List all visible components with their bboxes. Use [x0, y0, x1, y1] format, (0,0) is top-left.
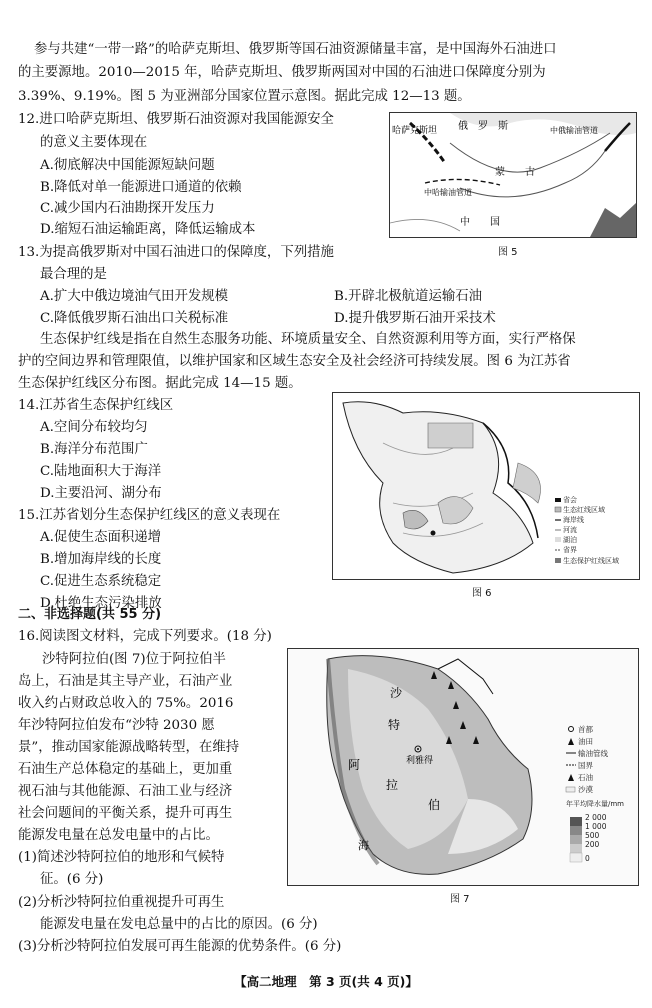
- intro2-line: 生态保护红线是指在自然生态服务功能、环境质量安全、自然资源利用等方面，实行严格保: [40, 332, 576, 347]
- q16-subquestion: (2)分析沙特阿拉伯重视提升可再生: [18, 895, 225, 910]
- q16-subquestion: (3)分析沙特阿拉伯发展可再生能源的优势条件。(6 分): [18, 939, 342, 954]
- q16-text: 年沙特阿拉伯发布“沙特 2030 愿: [18, 718, 215, 733]
- legend-item: 湖泊: [563, 536, 577, 544]
- intro2-line: 护的空间边界和管理限值，以维护国家和区域生态安全及社会经济可持续发展。图 6 为江苏省: [18, 354, 571, 369]
- elevation-swatch: [570, 817, 582, 826]
- legend-desert-icon: [566, 787, 575, 792]
- map-label-ck-pipeline: 中哈输油管道: [424, 188, 472, 197]
- elevation-swatch: [570, 826, 582, 835]
- q16-title: 16.阅读图文材料，完成下列要求。(18 分): [18, 629, 272, 644]
- q15-option: A.促使生态面积递增: [40, 530, 162, 545]
- legend-zone-icon: [555, 558, 561, 563]
- legend-item: 沙漠: [578, 785, 593, 794]
- q12-option: B.降低对单一能源进口通道的依赖: [40, 180, 242, 195]
- q15-option: B.增加海岸线的长度: [40, 552, 162, 567]
- section-heading: 二、非选择题(共 55 分): [18, 607, 162, 622]
- q16-text: 收入约占财政总收入的 75%。2016: [18, 696, 234, 711]
- q16-subquestion: 能源发电量在发电总量中的占比的原因。(6 分): [40, 917, 318, 932]
- map-label: 沙: [390, 686, 403, 700]
- figure-5-caption: 图 5: [498, 247, 518, 258]
- map-label-capital: 利雅得: [406, 756, 434, 766]
- q16-text: 岛上，石油是其主导产业，石油产业: [18, 674, 233, 689]
- legend-capital-icon: [555, 498, 561, 502]
- q16-text: 景”，推动国家能源战略转型，在维持: [18, 740, 240, 755]
- q15-stem: 15.江苏省划分生态保护红线区的意义表现在: [18, 508, 281, 523]
- elevation-swatch: [570, 844, 582, 853]
- q16-subquestion: (1)简述沙特阿拉伯的地形和气候特: [18, 850, 225, 865]
- legend-item: 河流: [563, 526, 577, 534]
- q12-stem: 的意义主要体现在: [40, 135, 148, 150]
- q12-option: C.减少国内石油勘探开发压力: [40, 201, 215, 216]
- q13-stem: 13.为提高俄罗斯对中国石油进口的保障度，下列措施: [18, 245, 334, 260]
- figure-7-map: [287, 648, 639, 886]
- intro1-line: 参与共建“一带一路”的哈萨克斯坦、俄罗斯等国石油资源储量丰富，是中国海外石油进口: [34, 42, 557, 57]
- map-label-cr-pipeline: 中俄输油管道: [550, 126, 598, 135]
- q16-text: 能源发电量在总发电量中的占比。: [18, 828, 219, 843]
- figure-6-map: [332, 392, 640, 580]
- elevation-tick: 2 000: [585, 813, 607, 822]
- map-label-russia: 俄 罗 斯: [458, 121, 508, 132]
- q14-option: A.空间分布较均匀: [40, 420, 148, 435]
- legend-item: 石油: [578, 773, 593, 782]
- elevation-swatch: [570, 835, 582, 844]
- map-label: 阿: [348, 758, 361, 772]
- map-label-mongolia: 蒙 古: [495, 167, 535, 178]
- elevation-swatch: [570, 853, 582, 862]
- q16-subquestion: 征。(6 分): [40, 872, 104, 887]
- legend-lake-icon: [555, 537, 561, 542]
- q14-option: C.陆地面积大于海洋: [40, 464, 162, 479]
- legend-item: 生态保护红线区域: [563, 557, 619, 565]
- legend-item: 输油管线: [578, 749, 608, 758]
- legend-item: 省会: [563, 496, 577, 504]
- map-label: 特: [388, 718, 401, 732]
- q13-option: C.降低俄罗斯石油出口关税标准: [40, 311, 229, 326]
- elevation-tick: 500: [585, 831, 600, 840]
- q15-option: C.促进生态系统稳定: [40, 574, 162, 589]
- figure-6-caption: 图 6: [472, 588, 492, 599]
- q16-text: 沙特阿拉伯(图 7)位于阿拉伯半: [42, 652, 226, 667]
- legend-item: 国界: [578, 761, 593, 770]
- q15-option: D.杜绝生态污染排放: [40, 596, 162, 611]
- q14-stem: 14.江苏省生态保护红线区: [18, 398, 174, 413]
- q12-stem: 12.进口哈萨克斯坦、俄罗斯石油资源对我国能源安全: [18, 112, 334, 127]
- q13-stem: 最合理的是: [40, 267, 107, 282]
- elevation-tick: 0: [585, 854, 590, 863]
- q12-option: A.彻底解决中国能源短缺问题: [40, 158, 215, 173]
- map-label-kazakhstan: 哈萨克斯坦: [392, 126, 438, 136]
- legend-precip-label: 年平均降水量/mm: [566, 800, 624, 808]
- q16-text: 石油生产总体稳定的基础上，更加重: [18, 762, 233, 777]
- q14-option: D.主要沿河、湖分布: [40, 486, 162, 501]
- page-footer: 【高二地理 第 3 页(共 4 页)】: [234, 974, 418, 989]
- intro2-line: 生态保护红线区分布图。据此完成 14—15 题。: [18, 376, 302, 391]
- legend-item: 省界: [563, 546, 577, 554]
- q13-option: B.开辟北极航道运输石油: [334, 289, 483, 304]
- legend-item: 首都: [578, 725, 593, 734]
- intro1-line: 的主要源地。2010—2015 年，哈萨克斯坦、俄罗斯两国对中国的石油进口保障度分别为: [18, 65, 546, 80]
- figure-7-caption: 图 7: [450, 894, 470, 905]
- figure-5-map: [389, 112, 637, 238]
- intro1-line: 3.39%、9.19%。图 5 为亚洲部分国家位置示意图。据此完成 12—13 题。: [18, 89, 471, 104]
- elevation-tick: 200: [585, 840, 600, 849]
- map-label: 海: [358, 839, 369, 852]
- map-label: 伯: [428, 798, 441, 812]
- legend-item: 油田: [578, 737, 593, 746]
- map-label-china: 中 国: [460, 217, 500, 228]
- q14-option: B.海洋分布范围广: [40, 442, 148, 457]
- legend-item: 海岸线: [563, 516, 584, 524]
- q13-option: A.扩大中俄边境油气田开发规模: [40, 289, 229, 304]
- q16-text: 社会问题间的平衡关系，提升可再生: [18, 806, 233, 821]
- q12-option: D.缩短石油运输距离，降低运输成本: [40, 222, 256, 237]
- q13-option: D.提升俄罗斯石油开采技术: [334, 311, 496, 326]
- elevation-tick: 1 000: [585, 822, 607, 831]
- map-label: 拉: [386, 778, 399, 792]
- legend-item: 生态红线区域: [563, 506, 605, 514]
- legend-redline-icon: [555, 507, 561, 512]
- q16-text: 视石油与其他能源、石油工业与经济: [18, 784, 233, 799]
